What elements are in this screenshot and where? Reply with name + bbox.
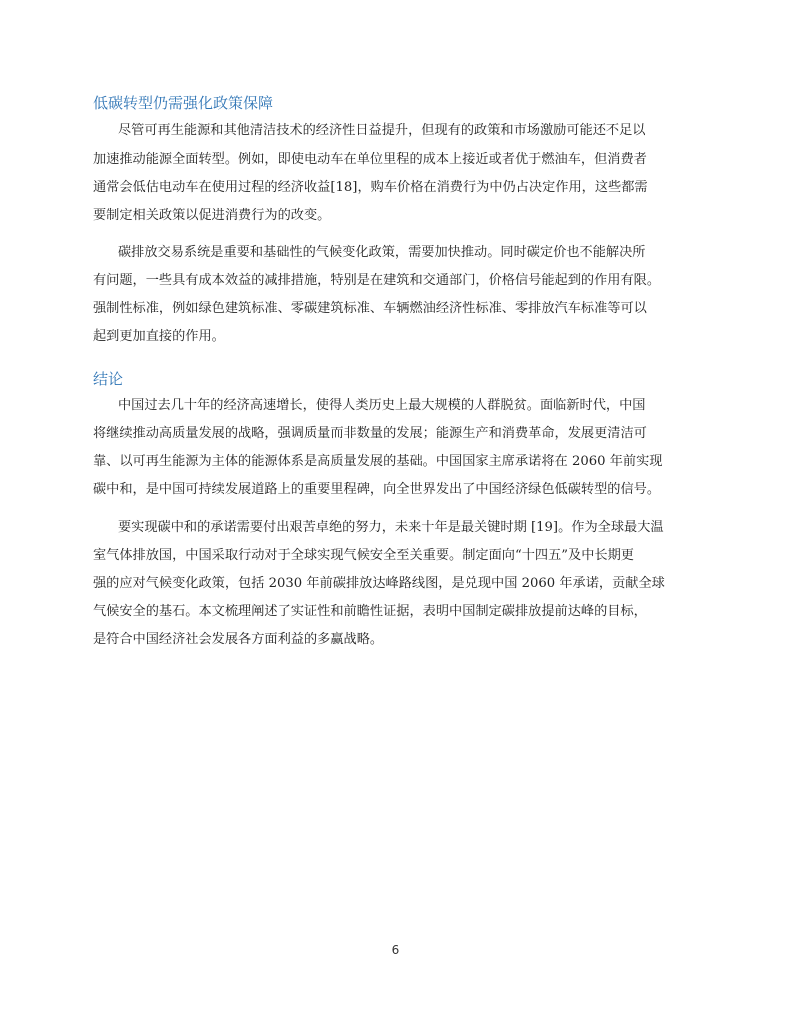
text-line: 强的应对气候变化政策，包括 2030 年前碳排放达峰路线图，是兑现中国 2060 年承诺，贡献全球 <box>93 576 665 591</box>
text-line: 有问题，一些具有成本效益的减排措施，特别是在建筑和交通部门，价格信号能起到的作用有限。 <box>93 273 661 288</box>
text-line: 气候安全的基石。本文梳理阐述了实证性和前瞻性证据，表明中国制定碳排放提前达峰的目标， <box>93 604 647 619</box>
text-line: 起到更加直接的作用。 <box>93 329 225 344</box>
text-line: 通常会低估电动车在使用过程的经济收益[18]，购车价格在消费行为中仍占决定作用，这些都需 <box>93 180 648 195</box>
page-number: 6 <box>391 943 400 957</box>
text-line: 要制定相关政策以促进消费行为的改变。 <box>93 208 331 223</box>
text-line: 碳排放交易系统是重要和基础性的气候变化政策，需要加快推动。同时碳定价也不能解决所 <box>118 245 646 260</box>
text-line: 尽管可再生能源和其他清洁技术的经济性日益提升，但现有的政策和市场激励可能还不足以 <box>118 123 646 138</box>
text-line: 是符合中国经济社会发展各方面利益的多赢战略。 <box>93 632 384 647</box>
text-line: 将继续推动高质量发展的战略，强调质量而非数量的发展；能源生产和消费革命，发展更清洁可 <box>93 426 647 441</box>
text-line: 要实现碳中和的承诺需要付出艰苦卓绝的努力，未来十年是最关键时期 [19]。作为全球最大温 <box>118 520 664 535</box>
text-line: 中国过去几十年的经济高速增长，使得人类历史上最大规模的人群脱贫。面临新时代，中国 <box>118 398 646 413</box>
text-line: 碳中和，是中国可持续发展道路上的重要里程碑，向全世界发出了中国经济绿色低碳转型的信号。 <box>93 482 661 497</box>
text-line: 强制性标准，例如绿色建筑标准、零碳建筑标准、车辆燃油经济性标准、零排放汽车标准等可以 <box>93 301 647 316</box>
text-line: 加速推动能源全面转型。例如，即使电动车在单位里程的成本上接近或者优于燃油车，但消费者 <box>93 152 647 167</box>
text-line: 靠、以可再生能源为主体的能源体系是高质量发展的基础。中国国家主席承诺将在 2060 年前实现 <box>93 454 663 469</box>
section-heading-conclusion: 结论 <box>93 370 124 388</box>
text-line: 室气体排放国，中国采取行动对于全球实现气候安全至关重要。制定面向“十四五”及中长期更 <box>93 548 634 563</box>
section-heading-policy: 低碳转型仍需强化政策保障 <box>93 94 274 112</box>
